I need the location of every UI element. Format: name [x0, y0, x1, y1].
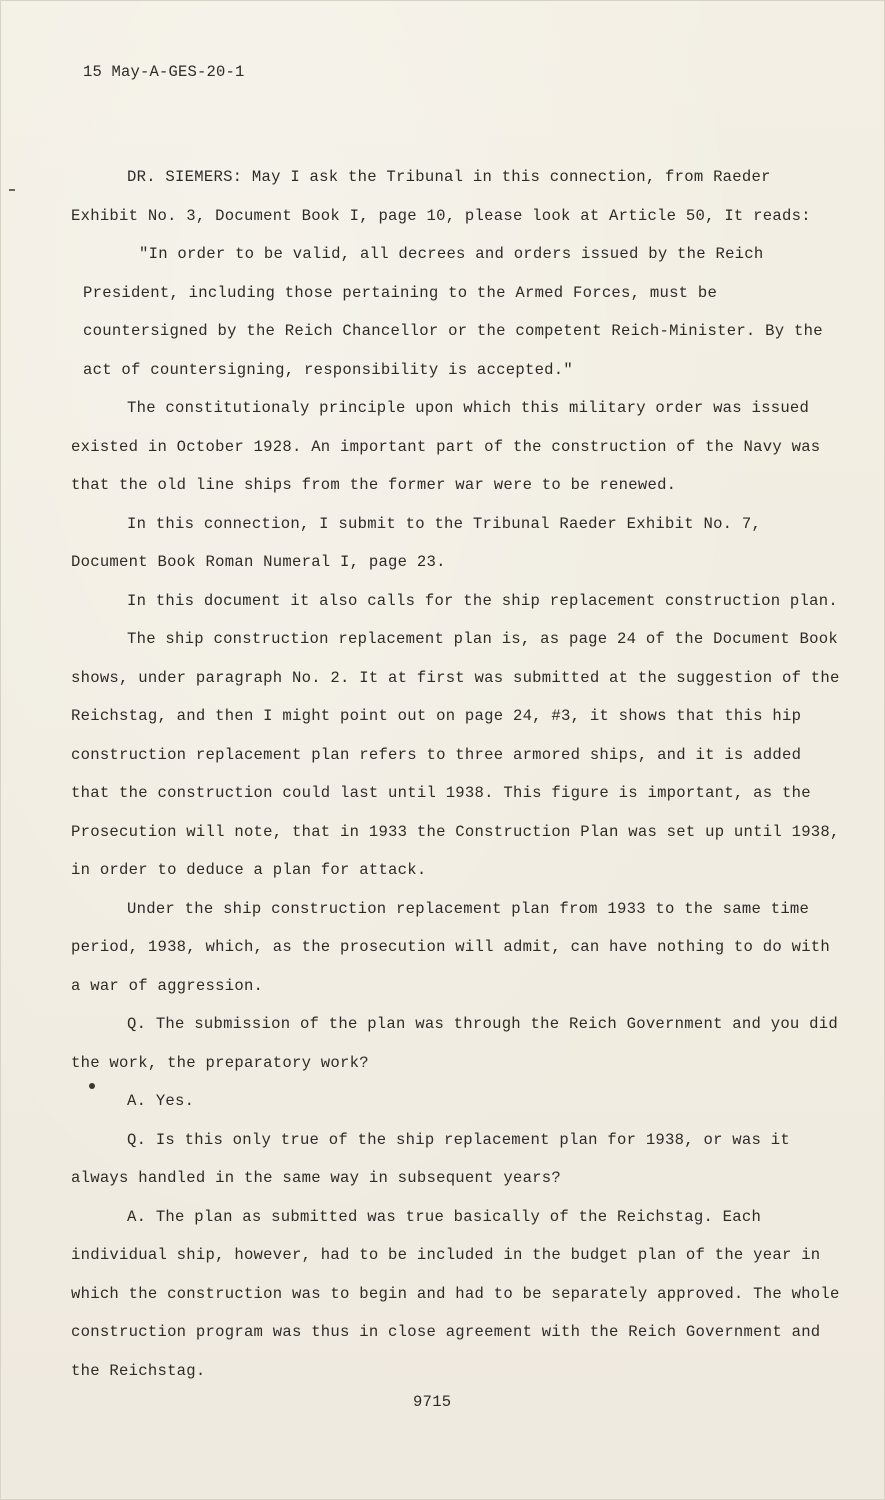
paragraph-replacement-plan: In this document it also calls for the ship replacement construction plan.: [127, 591, 838, 610]
paragraph-article-quote: "In order to be valid, all decrees and orders issued by the Reich President, including those pertaining to the Armed Forces, must be countersigned by the Reich Chancellor or the competent Reich-Minister. By the act of countersigning, responsibility is accepted.": [83, 245, 823, 379]
answer-yes: A. Yes.: [127, 1092, 195, 1110]
paragraph-construction-plan: The ship construction replacement plan is, as page 24 of the Document Book shows, under paragraph No. 2. It at first was submitted at the suggestion of the Reichstag, and then I might point out on page 24, #3, it shows that this hip construction replacement plan refers to three armored ships, and it is added that the construction could last until 1938. This figure is important, as the Prosecution will note, that in 1933 the Construction Plan was set up until 1938, in order to deduce a plan for attack.: [71, 630, 840, 879]
transcript-body: [71, 158, 841, 1390]
paragraph-constitutional-principle: The constitutionaly principle upon which this military order was issued existed in October 1928. An important part of the construction of the Navy was that the old line ships from the former war were to be renewed.: [71, 399, 821, 494]
document-reference: 15 May-A-GES-20-1: [83, 63, 245, 81]
question-submission: Q. The submission of the plan was through the Reich Government and you did the work, the preparatory work?: [71, 1015, 838, 1072]
page-number: 9715: [413, 1393, 452, 1411]
paragraph-siemers-intro: DR. SIEMERS: May I ask the Tribunal in this connection, from Raeder Exhibit No. 3, Document Book I, page 10, please look at Article 50, It reads:: [71, 168, 811, 225]
answer-reichstag: A. The plan as submitted was true basically of the Reichstag. Each individual ship, however, had to be included in the budget plan of the year in which the construction was to begin and had to be separately approved. The whole construction program was thus in close agreement with the Reich Government and the Reichstag.: [71, 1207, 840, 1380]
ink-dot: [89, 1083, 95, 1089]
paragraph-aggression: Under the ship construction replacement plan from 1933 to the same time period, 1938, which, as the prosecution will admit, can have nothing to do with a war of aggression.: [71, 899, 831, 995]
paragraph-exhibit-7: In this connection, I submit to the Tribunal Raeder Exhibit No. 7, Document Book Roman Numeral I, page 23.: [71, 514, 762, 571]
question-subsequent-years: Q. Is this only true of the ship replacement plan for 1938, or was it always handled in the same way in subsequent years?: [71, 1130, 790, 1187]
margin-mark: [9, 189, 15, 191]
